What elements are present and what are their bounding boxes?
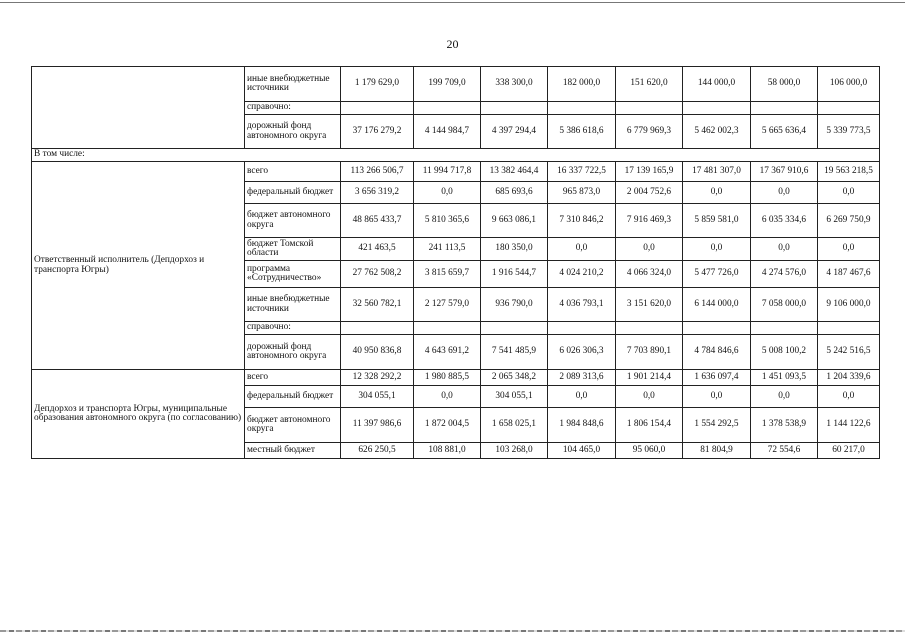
source-label: дорожный фонд автономного округа [245,335,341,370]
group-label [32,67,245,149]
value-cell: 7 058 000,0 [751,288,818,322]
value-cell: 0,0 [751,386,818,408]
source-label: бюджет Томской области [245,238,341,261]
value-cell: 40 950 836,8 [341,335,414,370]
source-label: справочно: [245,322,341,335]
value-cell: 151 620,0 [616,67,683,102]
value-cell: 0,0 [616,386,683,408]
value-cell: 4 036 793,1 [548,288,616,322]
value-cell: 5 462 002,3 [683,115,751,149]
source-label: программа «Сотрудничество» [245,261,341,288]
value-cell [616,102,683,115]
value-cell [818,322,880,335]
value-cell: 4 024 210,2 [548,261,616,288]
value-cell: 11 397 986,6 [341,408,414,443]
value-cell: 0,0 [683,238,751,261]
value-cell: 1 554 292,5 [683,408,751,443]
value-cell [818,102,880,115]
value-cell: 2 065 348,2 [481,370,548,386]
value-cell: 5 477 726,0 [683,261,751,288]
value-cell: 4 397 294,4 [481,115,548,149]
source-label: местный бюджет [245,443,341,459]
value-cell [751,322,818,335]
value-cell: 304 055,1 [341,386,414,408]
table-row [32,67,880,102]
value-cell: 95 060,0 [616,443,683,459]
value-cell [683,322,751,335]
bottom-edge-line [0,630,905,632]
value-cell: 37 176 279,2 [341,115,414,149]
value-cell [548,102,616,115]
budget-table [31,66,880,459]
value-cell: 32 560 782,1 [341,288,414,322]
value-cell: 0,0 [616,238,683,261]
value-cell: 5 810 365,6 [414,204,481,238]
value-cell: 1 984 848,6 [548,408,616,443]
value-cell: 0,0 [818,386,880,408]
source-label: всего [245,162,341,182]
value-cell: 113 266 506,7 [341,162,414,182]
value-cell: 9 663 086,1 [481,204,548,238]
value-cell: 5 242 516,5 [818,335,880,370]
value-cell: 11 994 717,8 [414,162,481,182]
value-cell: 5 665 636,4 [751,115,818,149]
value-cell: 2 004 752,6 [616,182,683,204]
source-label: федеральный бюджет [245,182,341,204]
value-cell: 1 144 122,6 [818,408,880,443]
group-label: Депдорхоз и транспорта Югры, муниципальные образования автономного округа (по согласованию) [32,370,245,459]
value-cell: 3 656 319,2 [341,182,414,204]
value-cell: 421 463,5 [341,238,414,261]
value-cell [616,322,683,335]
value-cell: 1 451 093,5 [751,370,818,386]
value-cell: 4 274 576,0 [751,261,818,288]
source-label: федеральный бюджет [245,386,341,408]
source-label: всего [245,370,341,386]
value-cell: 72 554,6 [751,443,818,459]
value-cell: 7 916 469,3 [616,204,683,238]
value-cell: 1 980 885,5 [414,370,481,386]
value-cell: 304 055,1 [481,386,548,408]
value-cell [481,322,548,335]
value-cell: 0,0 [751,182,818,204]
value-cell: 81 804,9 [683,443,751,459]
value-cell: 3 151 620,0 [616,288,683,322]
table-row [32,162,880,182]
value-cell: 5 339 773,5 [818,115,880,149]
value-cell [414,322,481,335]
value-cell: 4 643 691,2 [414,335,481,370]
value-cell: 103 268,0 [481,443,548,459]
source-label: справочно: [245,102,341,115]
value-cell [341,102,414,115]
value-cell: 0,0 [751,238,818,261]
value-cell: 9 106 000,0 [818,288,880,322]
value-cell [751,102,818,115]
value-cell: 17 481 307,0 [683,162,751,182]
value-cell: 1 872 004,5 [414,408,481,443]
source-label: иные внебюджетные источники [245,67,341,102]
value-cell [548,322,616,335]
section-heading: В том числе: [32,149,880,162]
value-cell [683,102,751,115]
value-cell: 1 916 544,7 [481,261,548,288]
value-cell: 60 217,0 [818,443,880,459]
value-cell: 199 709,0 [414,67,481,102]
value-cell: 17 367 910,6 [751,162,818,182]
value-cell: 4 187 467,6 [818,261,880,288]
value-cell: 5 386 618,6 [548,115,616,149]
value-cell: 180 350,0 [481,238,548,261]
value-cell: 0,0 [548,386,616,408]
value-cell: 1 204 339,6 [818,370,880,386]
value-cell: 936 790,0 [481,288,548,322]
value-cell: 58 000,0 [751,67,818,102]
group-label: Ответственный исполнитель (Депдорхоз и транспорта Югры) [32,162,245,370]
value-cell: 27 762 508,2 [341,261,414,288]
value-cell: 7 541 485,9 [481,335,548,370]
value-cell: 685 693,6 [481,182,548,204]
page-number: 20 [446,37,459,51]
value-cell: 2 089 313,6 [548,370,616,386]
budget-table-body [32,67,880,459]
value-cell: 4 784 846,6 [683,335,751,370]
source-label: бюджет автономного округа [245,204,341,238]
value-cell: 0,0 [683,386,751,408]
value-cell: 1 806 154,4 [616,408,683,443]
value-cell: 2 127 579,0 [414,288,481,322]
value-cell: 104 465,0 [548,443,616,459]
table-row [32,370,880,386]
top-edge-line [0,2,905,3]
value-cell: 1 378 538,9 [751,408,818,443]
value-cell: 16 337 722,5 [548,162,616,182]
value-cell: 0,0 [818,238,880,261]
value-cell [481,102,548,115]
value-cell: 0,0 [548,238,616,261]
value-cell: 0,0 [818,182,880,204]
value-cell: 13 382 464,4 [481,162,548,182]
value-cell: 241 113,5 [414,238,481,261]
value-cell: 4 144 984,7 [414,115,481,149]
source-label: дорожный фонд автономного округа [245,115,341,149]
value-cell: 338 300,0 [481,67,548,102]
value-cell: 1 901 214,4 [616,370,683,386]
value-cell: 7 310 846,2 [548,204,616,238]
value-cell: 1 179 629,0 [341,67,414,102]
value-cell: 6 035 334,6 [751,204,818,238]
value-cell: 108 881,0 [414,443,481,459]
value-cell: 3 815 659,7 [414,261,481,288]
value-cell: 626 250,5 [341,443,414,459]
value-cell: 12 328 292,2 [341,370,414,386]
value-cell [341,322,414,335]
section-heading-row [32,149,880,162]
value-cell: 6 779 969,3 [616,115,683,149]
value-cell: 1 636 097,4 [683,370,751,386]
value-cell: 182 000,0 [548,67,616,102]
value-cell: 144 000,0 [683,67,751,102]
value-cell: 965 873,0 [548,182,616,204]
value-cell: 0,0 [683,182,751,204]
value-cell: 4 066 324,0 [616,261,683,288]
source-label: иные внебюджетные источники [245,288,341,322]
value-cell: 6 269 750,9 [818,204,880,238]
value-cell: 5 859 581,0 [683,204,751,238]
value-cell: 6 026 306,3 [548,335,616,370]
source-label: бюджет автономного округа [245,408,341,443]
value-cell: 48 865 433,7 [341,204,414,238]
value-cell: 0,0 [414,182,481,204]
value-cell: 0,0 [414,386,481,408]
value-cell: 1 658 025,1 [481,408,548,443]
value-cell: 19 563 218,5 [818,162,880,182]
value-cell: 5 008 100,2 [751,335,818,370]
value-cell: 106 000,0 [818,67,880,102]
value-cell: 17 139 165,9 [616,162,683,182]
value-cell: 6 144 000,0 [683,288,751,322]
value-cell [414,102,481,115]
value-cell: 7 703 890,1 [616,335,683,370]
